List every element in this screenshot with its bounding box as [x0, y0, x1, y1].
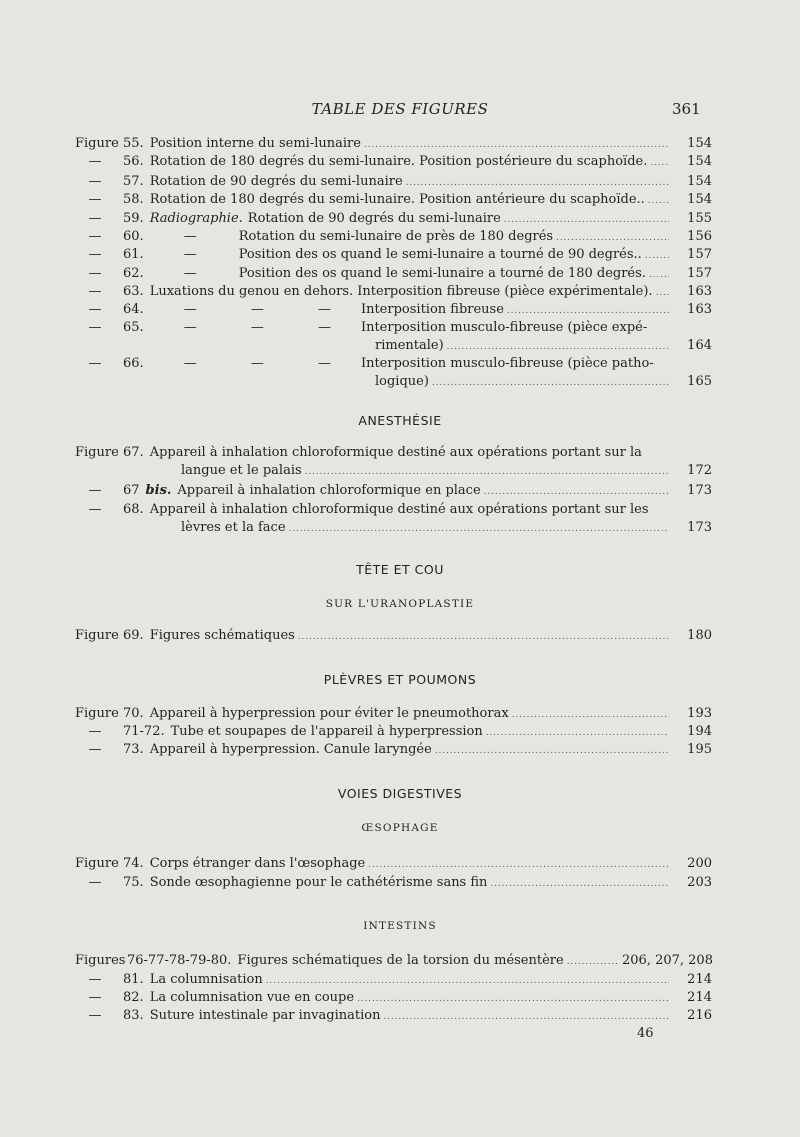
entry-prefix: — [88, 192, 102, 207]
figure-number: 67. [123, 445, 144, 460]
toc-entry [75, 154, 712, 171]
entry-prefix: — [88, 229, 102, 244]
entry-text-continued: lèvres et la face [181, 520, 286, 535]
entry-text: Figures schématiques [149, 628, 295, 643]
entry-prefix: — [88, 483, 102, 498]
toc-entry [75, 136, 712, 153]
entry-prefix: — [88, 972, 102, 987]
ditto-mark: — [183, 229, 197, 244]
dot-leader [435, 742, 669, 759]
entry-page: 154 [687, 154, 712, 169]
toc-entry [75, 1008, 712, 1025]
figure-number: 69. [123, 628, 144, 643]
dot-leader [289, 520, 669, 537]
toc-entry [75, 875, 712, 892]
toc-entry [75, 229, 712, 246]
entry-page: 195 [687, 742, 712, 757]
entry-text: Interposition musculo-fibreuse (pièce expé- [360, 320, 648, 335]
figure-number-suffix: bis. [145, 483, 172, 498]
toc-entry [75, 483, 712, 500]
entry-page: 172 [687, 463, 712, 478]
section-heading-tete-et-cou: TÊTE ET COU [356, 562, 444, 577]
toc-entry [75, 302, 712, 319]
figure-number: 65. [123, 320, 144, 335]
dot-leader [645, 247, 669, 264]
toc-entry-continuation [375, 374, 712, 391]
entry-page: 200 [687, 856, 712, 871]
entry-prefix: — [88, 211, 102, 226]
entry-prefix: — [88, 174, 102, 189]
ditto-marks: — — — [183, 356, 331, 371]
entry-page: 216 [687, 1008, 712, 1023]
ditto-marks: — — — [183, 302, 331, 317]
entry-text: Sonde œsophagienne pour le cathétérisme sans fin [149, 875, 488, 890]
entry-page: 155 [687, 211, 712, 226]
entry-page: 180 [687, 628, 712, 643]
figure-number: 61. [123, 247, 144, 262]
entry-page: 156 [687, 229, 712, 244]
figure-number: 55. [123, 136, 144, 151]
entry-text: Figures schématiques de la torsion du mésentère [237, 953, 564, 968]
dot-leader [656, 284, 669, 301]
entry-page: 164 [687, 338, 712, 353]
entry-text: Rotation de 180 degrés du semi-lunaire. Position postérieure du scaphoïde. [149, 154, 648, 169]
entry-text: Position interne du semi-lunaire [149, 136, 361, 151]
subheading-intestins: INTESTINS [363, 920, 437, 932]
toc-entry [75, 706, 712, 723]
figure-number: 74. [123, 856, 144, 871]
entry-prefix: — [88, 356, 102, 371]
figure-number: 66. [123, 356, 144, 371]
dot-leader [650, 154, 669, 171]
figure-number: 56. [123, 154, 144, 169]
entry-prefix: Figure [75, 136, 119, 151]
dot-leader [266, 972, 669, 989]
toc-entry [75, 972, 712, 989]
entry-page: 173 [687, 520, 712, 535]
figure-number: 82. [123, 990, 144, 1005]
dot-leader [507, 302, 669, 319]
figure-number: 59. [123, 211, 144, 226]
section-heading-voies-digestives: VOIES DIGESTIVES [337, 786, 463, 801]
entry-prefix: — [88, 154, 102, 169]
entry-prefix: Figure [75, 706, 119, 721]
entry-text: Position des os quand le semi-lunaire a tourné de 90 degrés.. [238, 247, 642, 262]
toc-entry [75, 192, 712, 209]
entry-page: 154 [687, 174, 712, 189]
toc-entry [75, 266, 712, 283]
toc-entry-continuation [181, 463, 712, 480]
dot-leader [648, 192, 669, 209]
toc-entry-continuation [181, 520, 712, 537]
entry-text-continued: rimentale) [375, 338, 444, 353]
entry-page: 154 [687, 192, 712, 207]
toc-entry [75, 284, 712, 301]
dot-leader [504, 211, 669, 228]
figure-number: 64. [123, 302, 144, 317]
dot-leader [649, 266, 669, 283]
toc-entry [75, 445, 712, 461]
entry-text: Rotation de 90 degrés du semi-lunaire [247, 211, 501, 226]
entry-text: Appareil à inhalation chloroformique destiné aux opérations portant sur les [149, 502, 649, 517]
entry-prefix: — [88, 724, 102, 739]
entry-page: 193 [687, 706, 712, 721]
dot-leader [383, 1008, 669, 1025]
toc-entry [75, 856, 712, 873]
entry-text: La columnisation vue en coupe [149, 990, 355, 1005]
entry-page: 206, 207, 208 [622, 953, 713, 968]
toc-entry [75, 211, 712, 228]
entry-text: Rotation du semi-lunaire de près de 180 degrés [238, 229, 554, 244]
figure-number: 68. [123, 502, 144, 517]
dot-leader [364, 136, 669, 153]
dot-leader [567, 953, 619, 970]
dot-leader [512, 706, 669, 723]
entry-page: 154 [687, 136, 712, 151]
ditto-mark: — [183, 247, 197, 262]
section-heading-plevres: PLÈVRES ET POUMONS [323, 672, 477, 687]
entry-text: Suture intestinale par invagination [149, 1008, 381, 1023]
dot-leader [490, 875, 669, 892]
entry-page: 214 [687, 990, 712, 1005]
entry-text: Appareil à hyperpression pour éviter le pneumothorax [149, 706, 509, 721]
entry-text-continued: langue et le palais [181, 463, 302, 478]
dot-leader [447, 338, 669, 355]
entry-prefix: Figure [75, 628, 119, 643]
toc-entry [75, 247, 712, 264]
toc-entry [75, 724, 712, 741]
figure-number: 83. [123, 1008, 144, 1023]
running-title: TABLE DES FIGURES [311, 100, 489, 118]
toc-entry [75, 953, 712, 970]
dot-leader [556, 229, 669, 246]
subheading-uranoplastie: SUR L'URANOPLASTIE [325, 598, 475, 610]
entry-text: Interposition musculo-fibreuse (pièce patho- [360, 356, 654, 371]
entry-prefix: — [88, 302, 102, 317]
subheading-oesophage: ŒSOPHAGE [361, 822, 439, 834]
entry-text: Corps étranger dans l'œsophage [149, 856, 366, 871]
toc-entry [75, 320, 712, 336]
entry-text: Rotation de 90 degrés du semi-lunaire [149, 174, 403, 189]
entry-page: 157 [687, 247, 712, 262]
entry-page: 173 [687, 483, 712, 498]
toc-entry [75, 356, 712, 372]
entry-page: 165 [687, 374, 712, 389]
dot-leader [298, 628, 669, 645]
figure-number: 58. [123, 192, 144, 207]
entry-prefix: Figure [75, 856, 119, 871]
dot-leader [357, 990, 669, 1007]
signature-number: 46 [637, 1026, 654, 1041]
entry-prefix: — [88, 284, 102, 299]
figure-number: 63. [123, 284, 144, 299]
figure-number: 81. [123, 972, 144, 987]
dot-leader [406, 174, 669, 191]
figure-number: 73. [123, 742, 144, 757]
entry-prefix: — [88, 742, 102, 757]
dot-leader [432, 374, 669, 391]
figure-number: 76-77-78-79-80. [127, 953, 232, 968]
toc-entry [75, 990, 712, 1007]
entry-prefix: Figures [75, 953, 126, 968]
figure-number: 75. [123, 875, 144, 890]
entry-prefix: — [88, 875, 102, 890]
entry-page: 194 [687, 724, 712, 739]
entry-italic-text: Radiographie. [149, 211, 243, 226]
toc-entry [75, 628, 712, 645]
figure-number: 70. [123, 706, 144, 721]
entry-text: Appareil à inhalation chloroformique destiné aux opérations portant sur la [149, 445, 642, 460]
figure-number: 62. [123, 266, 144, 281]
entry-text: Appareil à hyperpression. Canule laryngée [149, 742, 432, 757]
entry-text: Appareil à inhalation chloroformique en place [177, 483, 481, 498]
entry-prefix: — [88, 266, 102, 281]
toc-entry [75, 502, 712, 518]
ditto-mark: — [183, 266, 197, 281]
entry-text-continued: logique) [375, 374, 429, 389]
dot-leader [305, 463, 669, 480]
toc-entry [75, 742, 712, 759]
dot-leader [368, 856, 669, 873]
toc-entry [75, 174, 712, 191]
figure-number: 67 [123, 483, 140, 498]
entry-prefix: Figure [75, 445, 119, 460]
toc-entry-continuation [375, 338, 712, 355]
figure-number: 71-72. [123, 724, 165, 739]
entry-text: La columnisation [149, 972, 263, 987]
section-heading-anesthesie: ANESTHÉSIE [358, 413, 442, 428]
entry-text: Position des os quand le semi-lunaire a tourné de 180 degrés. [238, 266, 646, 281]
figure-number: 57. [123, 174, 144, 189]
entry-prefix: — [88, 247, 102, 262]
entry-prefix: — [88, 1008, 102, 1023]
dot-leader [484, 483, 669, 500]
entry-prefix: — [88, 502, 102, 517]
ditto-marks: — — — [183, 320, 331, 335]
entry-text: Interposition fibreuse [360, 302, 504, 317]
entry-prefix: — [88, 990, 102, 1005]
entry-prefix: — [88, 320, 102, 335]
entry-page: 214 [687, 972, 712, 987]
entry-page: 203 [687, 875, 712, 890]
entry-page: 157 [687, 266, 712, 281]
entry-text: Rotation de 180 degrés du semi-lunaire. Position antérieure du scaphoïde.. [149, 192, 645, 207]
entry-page: 163 [687, 284, 712, 299]
entry-text: Luxations du genou en dehors. Interposition fibreuse (pièce expérimentale). [149, 284, 653, 299]
dot-leader [486, 724, 669, 741]
entry-page: 163 [687, 302, 712, 317]
figure-number: 60. [123, 229, 144, 244]
entry-text: Tube et soupapes de l'appareil à hyperpression [170, 724, 483, 739]
page-number: 361 [672, 100, 701, 118]
